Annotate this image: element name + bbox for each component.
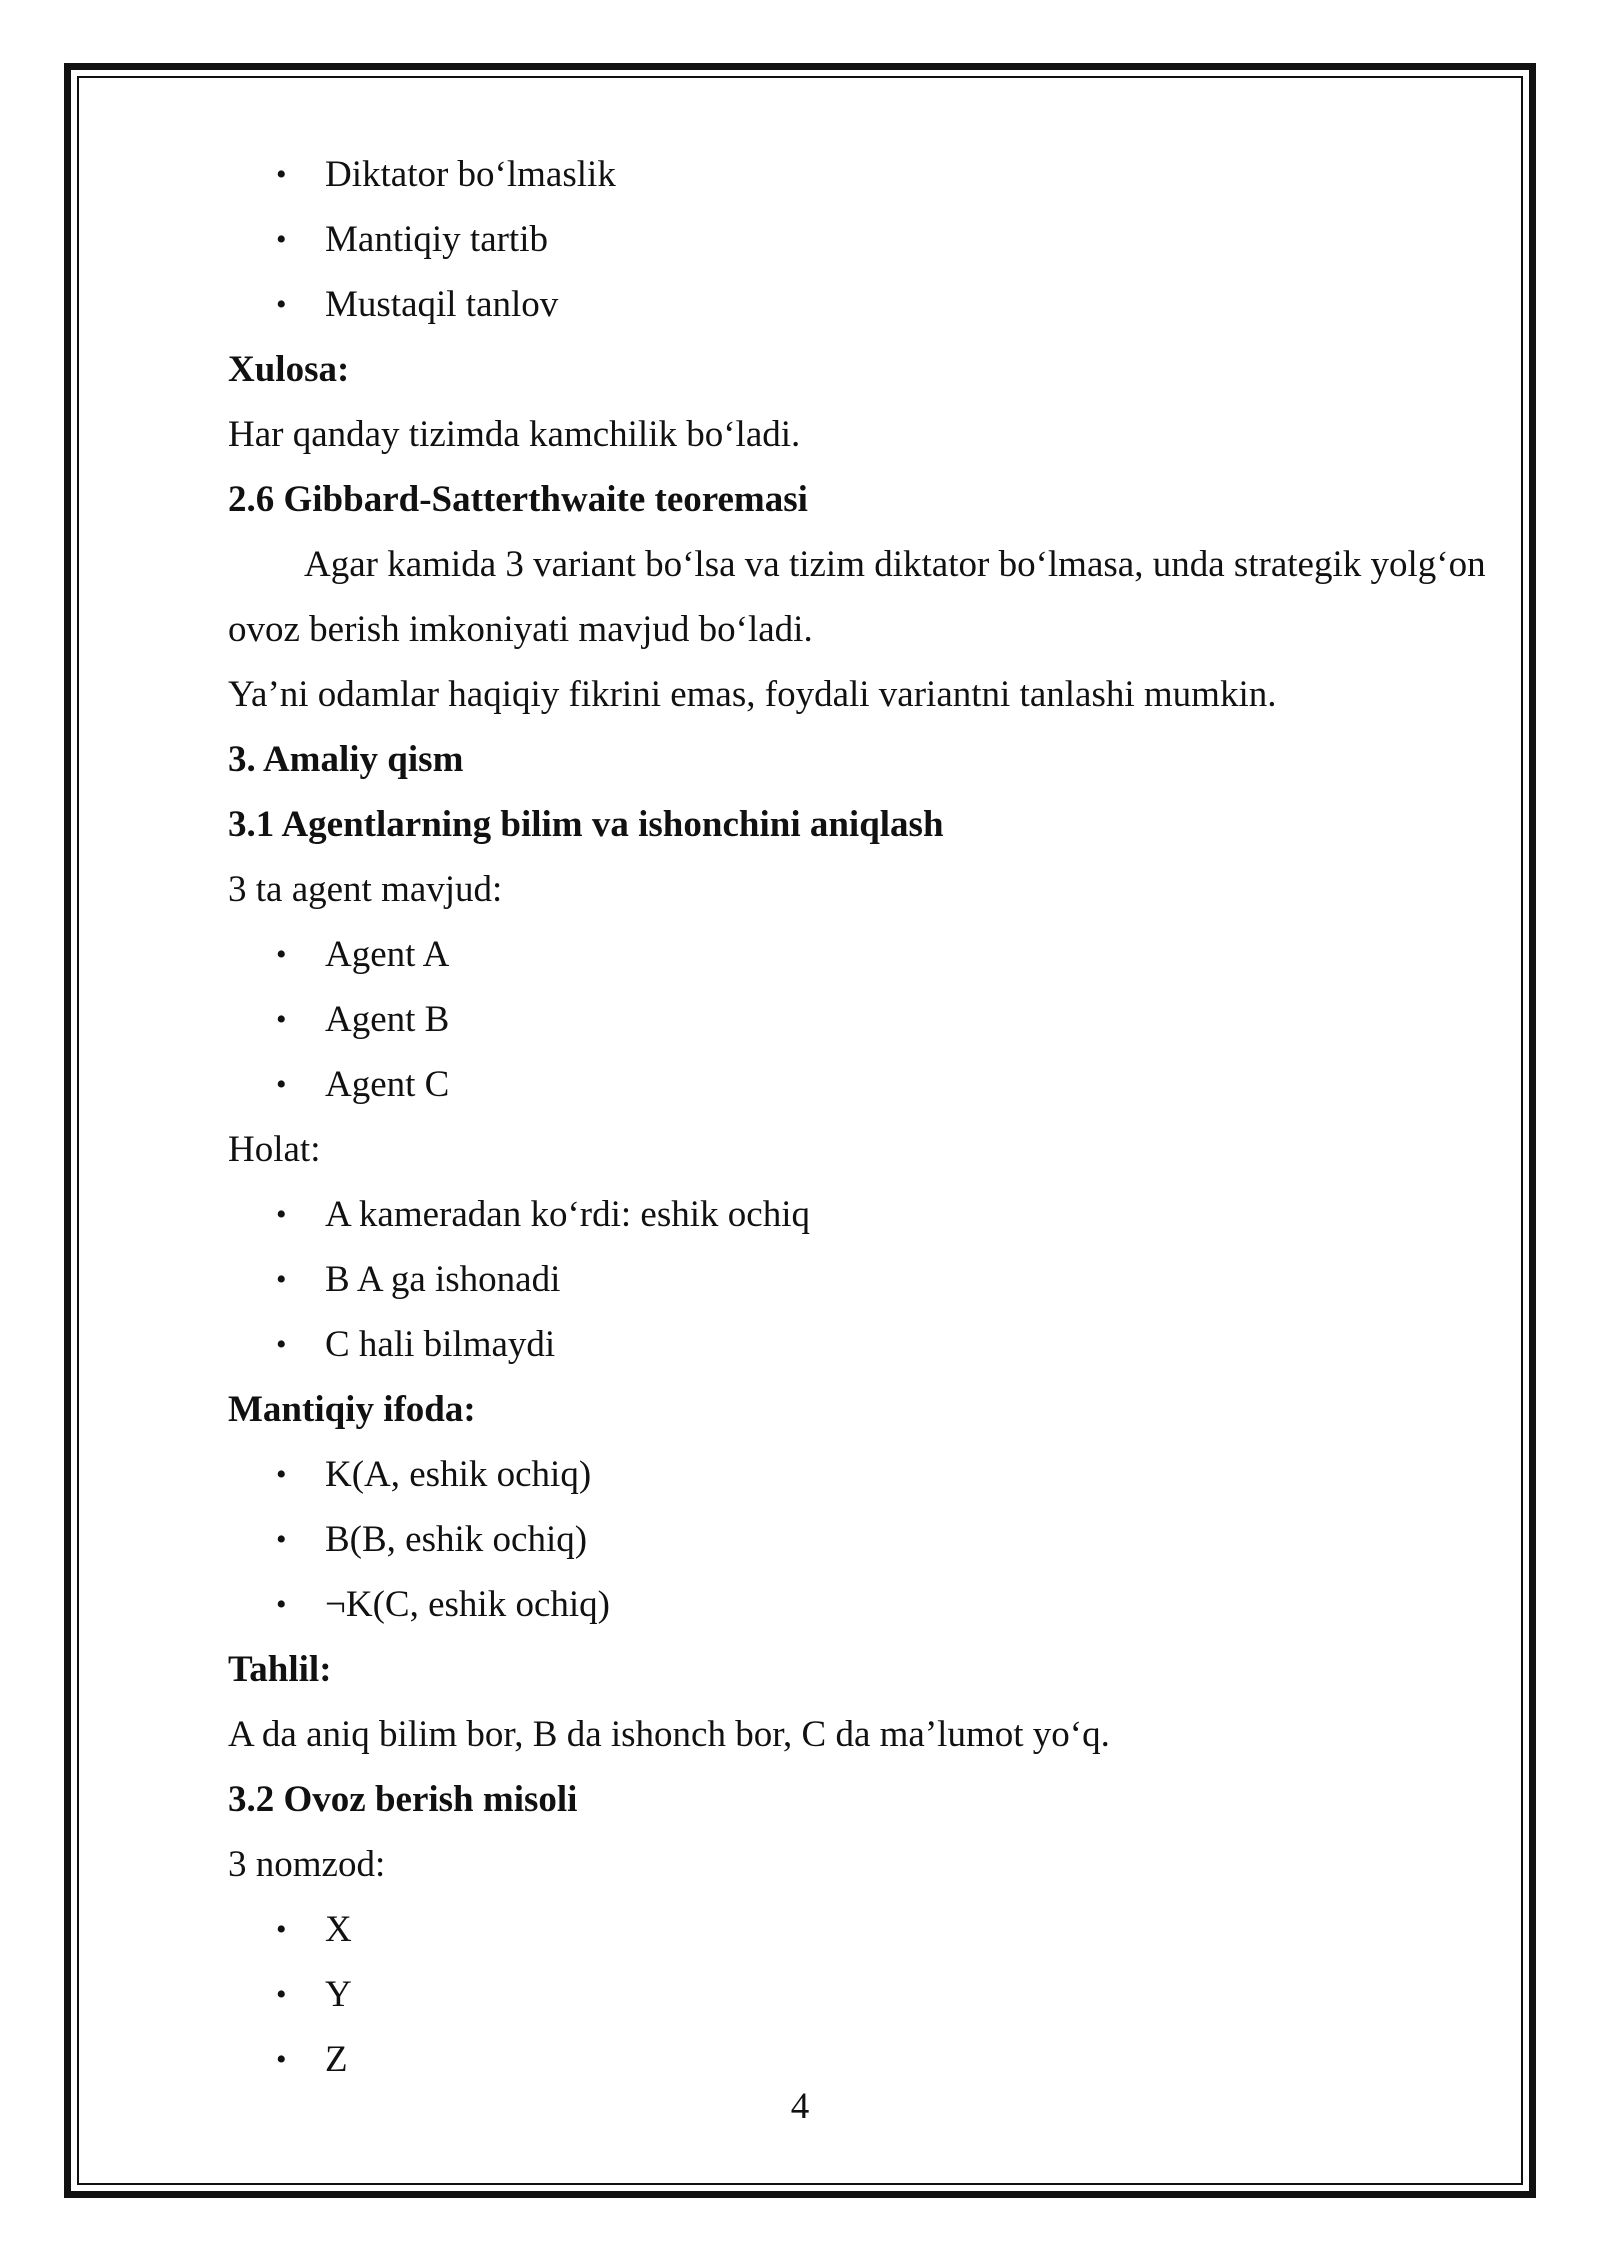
mantiqiy-heading: Mantiqiy ifoda:: [228, 1389, 476, 1430]
bullet-icon: •: [276, 1913, 287, 1946]
agents-intro: 3 ta agent mavjud:: [228, 869, 503, 910]
bullet-icon: •: [276, 1263, 287, 1296]
paragraph-line: Agar kamida 3 variant bo‘lsa va tizim diktator bo‘lmasa, unda strategik yolg‘on: [304, 544, 1486, 585]
bullet-icon: •: [276, 1003, 287, 1036]
bullet-icon: •: [276, 1198, 287, 1231]
section-3-heading: 3. Amaliy qism: [228, 739, 464, 780]
bullet-icon: •: [276, 1978, 287, 2011]
bullet-icon: •: [276, 158, 287, 191]
section-3-1-heading: 3.1 Agentlarning bilim va ishonchini aniqlash: [228, 804, 944, 845]
bullet-icon: •: [276, 1588, 287, 1621]
section-2-6-heading: 2.6 Gibbard-Satterthwaite teoremasi: [228, 479, 808, 520]
paragraph: Ya’ni odamlar haqiqiy fikrini emas, foydali variantni tanlashi mumkin.: [228, 674, 1277, 715]
nomzod-intro: 3 nomzod:: [228, 1844, 386, 1885]
page-number: 4: [790, 2086, 810, 2127]
holat-label: Holat:: [228, 1129, 321, 1170]
xulosa-text: Har qanday tizimda kamchilik bo‘ladi.: [228, 414, 801, 455]
bullet-icon: •: [276, 1328, 287, 1361]
bullet-icon: •: [276, 288, 287, 321]
bullet-icon: •: [276, 1458, 287, 1491]
section-3-2-heading: 3.2 Ovoz berish misoli: [228, 1779, 578, 1820]
paragraph-line: ovoz berish imkoniyati mavjud bo‘ladi.: [228, 609, 813, 650]
bullet-icon: •: [276, 1068, 287, 1101]
tahlil-heading: Tahlil:: [228, 1649, 332, 1690]
bullet-icon: •: [276, 1523, 287, 1556]
xulosa-heading: Xulosa:: [228, 349, 350, 390]
bullet-icon: •: [276, 938, 287, 971]
bullet-icon: •: [276, 223, 287, 256]
tahlil-text: A da aniq bilim bor, B da ishonch bor, C da ma’lumot yo‘q.: [228, 1714, 1110, 1755]
bullet-icon: •: [276, 2043, 287, 2076]
